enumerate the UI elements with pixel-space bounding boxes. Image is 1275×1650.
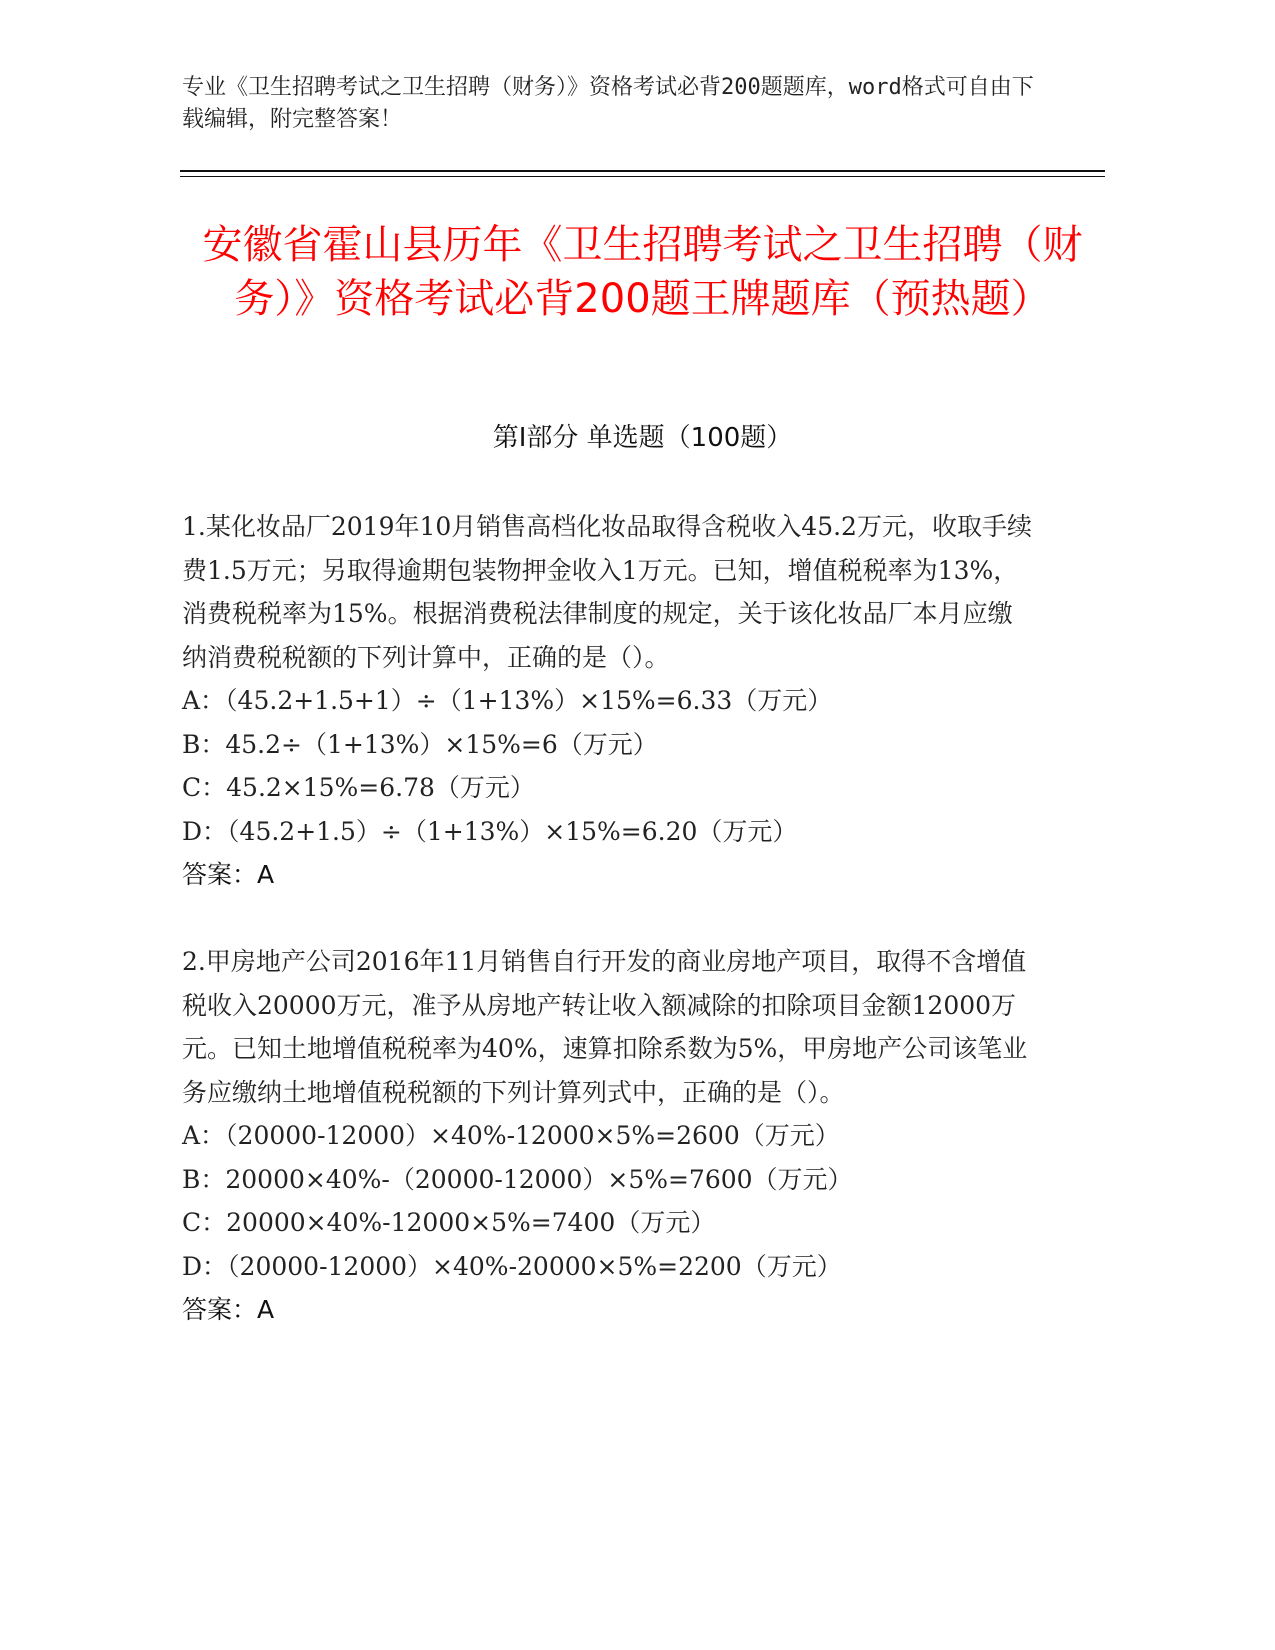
option-c: C：20000×40%-12000×5%=7400（万元） xyxy=(182,1208,716,1237)
option-b: B：20000×40%-（20000-12000）×5%=7600（万元） xyxy=(182,1164,853,1194)
option-a: A：（20000-12000）×40%-12000×5%=2600（万元） xyxy=(182,1121,840,1150)
answer-label: 答案：A xyxy=(182,860,275,889)
question-2 xyxy=(182,940,1032,1332)
header-divider-thin xyxy=(180,176,1105,177)
document-title: 安徽省霍山县历年《卫生招聘考试之卫生招聘（财务）》资格考试必背200题王牌题库（预热题） xyxy=(202,222,1083,322)
option-d: D：（20000-12000）×40%-20000×5%=2200（万元） xyxy=(182,1251,842,1281)
option-c: C：45.2×15%=6.78（万元） xyxy=(182,773,535,802)
answer-label: 答案：A xyxy=(182,1295,275,1324)
option-b: B：45.2÷（1+13%）×15%=6（万元） xyxy=(182,729,658,759)
option-d: D：（45.2+1.5）÷（1+13%）×15%=6.20（万元） xyxy=(182,816,798,846)
section-title: 第I部分 单选题（100题） xyxy=(492,423,793,453)
question-stem: 2.甲房地产公司2016年11月销售自行开发的商业房地产项目，取得不含增值税收入20000万元，准予从房地产转让收入额减除的扣除项目金额12000万元。已知土地增值税税率为40%，速算扣除系数为5%，甲房地产公司该笔业务应缴纳土地增值税税额的下列计算列式中，正确的是（）。 xyxy=(182,947,1028,1107)
question-stem: 1.某化妆品厂2019年10月销售高档化妆品取得含税收入45.2万元，收取手续费1.5万元；另取得逾期包装物押金收入1万元。已知，增值税税率为13%，消费税税率为15%。根据消费税法律制度的规定，关于该化妆品厂本月应缴纳消费税税额的下列计算中，正确的是（）。 xyxy=(182,512,1032,672)
option-a: A：（45.2+1.5+1）÷（1+13%）×15%=6.33（万元） xyxy=(182,686,833,715)
header-divider-thick xyxy=(180,170,1105,172)
question-1 xyxy=(182,505,1032,897)
header-note: 专业《卫生招聘考试之卫生招聘（财务）》资格考试必背200题题库，word格式可自由下载编辑，附完整答案！ xyxy=(182,75,1034,132)
